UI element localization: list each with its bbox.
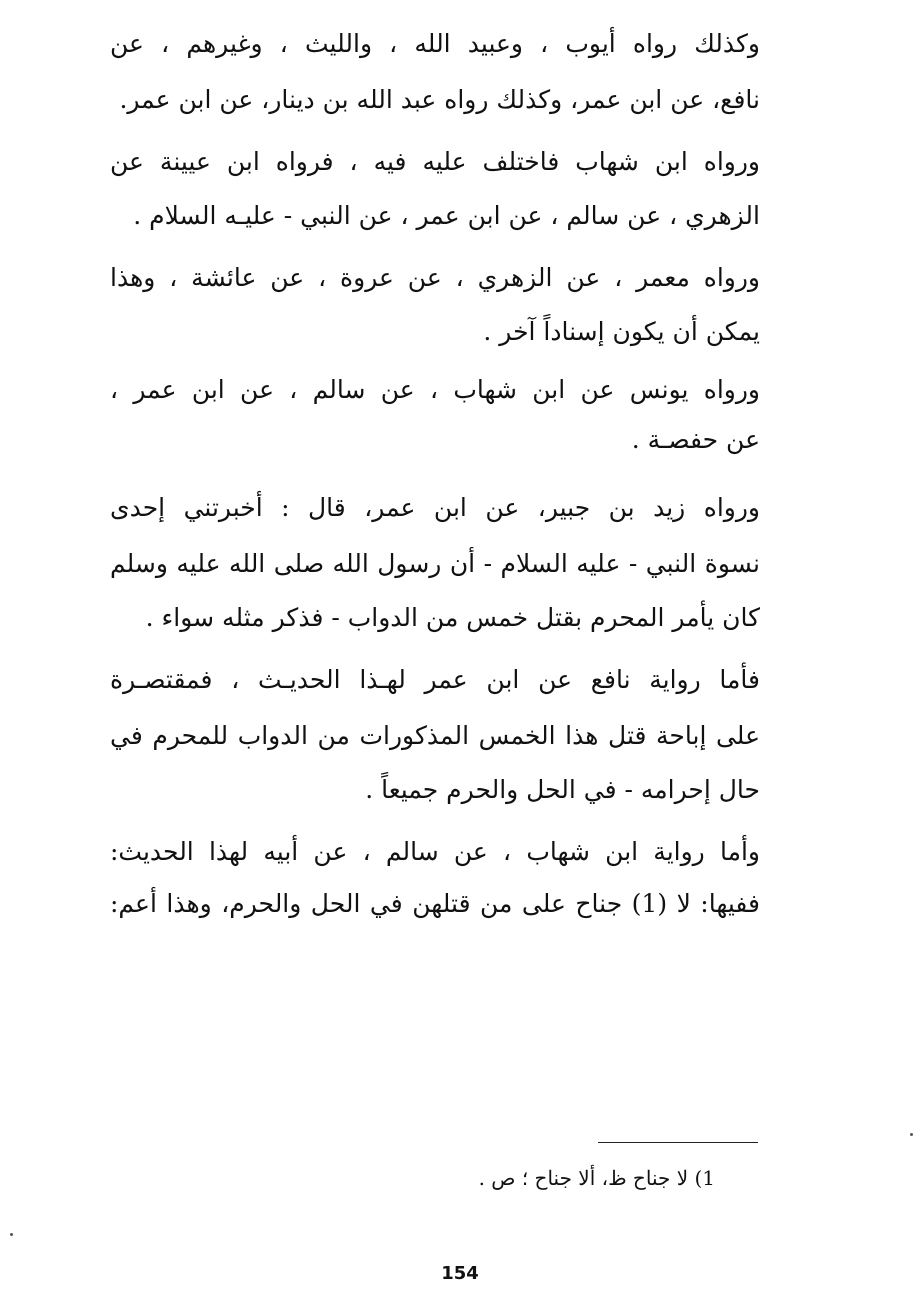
text-line: ورواه يونس عن ابن شهاب ، عن سالم ، عن ابن عمر ، <box>110 375 760 404</box>
text-line: على إباحة قتل هذا الخمس المذكورات من الدواب للمحرم في <box>110 721 760 750</box>
text-line: نسوة النبي - عليه السلام - أن رسول الله صلى الله عليه وسلم <box>110 549 760 578</box>
text-line: يمكن أن يكون إسناداً آخر . <box>483 317 760 346</box>
footnote-divider <box>598 1142 758 1143</box>
text-line: حال إحرامه - في الحل والحرم جميعاً . <box>365 775 760 804</box>
text-line: ورواه زيد بن جبير، عن ابن عمر، قال : أخبرتني إحدى <box>110 493 760 522</box>
text-line: فأما رواية نافع عن ابن عمر لهـذا الحديـث ، فمقتصـرة <box>110 665 760 694</box>
text-line: ورواه ابن شهاب فاختلف عليه فيه ، فرواه ابن عيينة عن <box>110 147 760 176</box>
text-line: الزهري ، عن سالم ، عن ابن عمر ، عن النبي - عليـه السلام . <box>133 201 760 230</box>
text-line: ورواه معمر ، عن الزهري ، عن عروة ، عن عائشة ، وهذا <box>110 263 760 292</box>
scan-speck <box>910 1133 913 1136</box>
text-line: كان يأمر المحرم بقتل خمس من الدواب - فذكر مثله سواء . <box>145 603 760 632</box>
text-line: نافع، عن ابن عمر، وكذلك رواه عبد الله بن دينار، عن ابن عمر. <box>119 85 760 114</box>
scan-speck <box>10 1233 13 1236</box>
page-number: 154 <box>441 1263 479 1284</box>
footnote: 1) لا جناح ظ، ألا جناح ؛ ص . <box>478 1166 715 1190</box>
text-line: وأما رواية ابن شهاب ، عن سالم ، عن أبيه لهذا الحديث: <box>110 837 760 866</box>
text-line: وكذلك رواه أيوب ، وعبيد الله ، والليث ، وغيرهم ، عن <box>110 29 760 58</box>
text-line: عن حفصـة . <box>631 425 760 454</box>
text-line: ففيها: لا (1) جناح على من قتلهن في الحل والحرم، وهذا أعم: <box>110 889 761 918</box>
